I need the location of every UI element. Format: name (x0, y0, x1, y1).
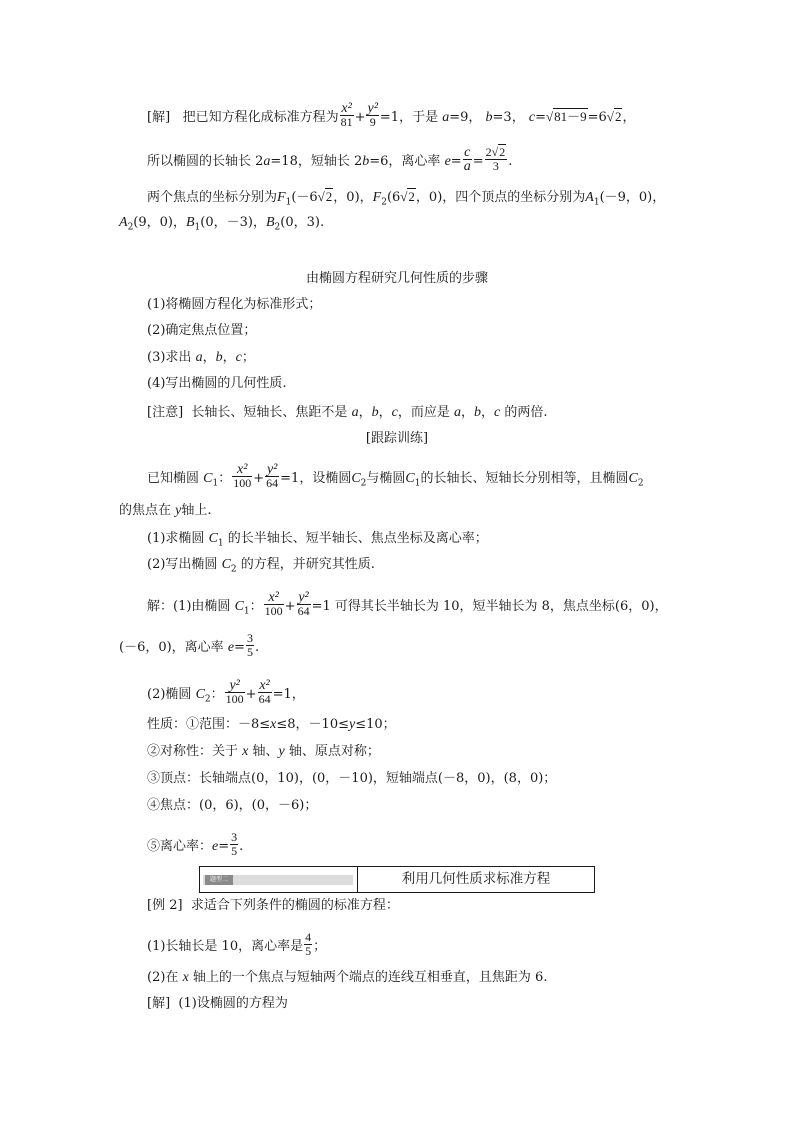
sqrt-2: √2 (606, 109, 622, 124)
property-range: 性质：①范围：－8≤x≤8，－10≤y≤10； (147, 717, 396, 732)
practice-sub-1: (1)求椭圆 $C_1$ 的长半轴长、短半轴长、焦点坐标及离心率； (147, 531, 488, 549)
property-vertices: ③顶点：长轴端点(0，10)，(0，－10)，短轴端点(－8，0)，(8，0)； (147, 771, 557, 786)
solution-line-2: 所以椭圆的长轴长 2a=18，短轴长 2b=6，离心率 e= $\frac{c}{a}$ = $\frac{2√2}{3}$ . (147, 145, 513, 174)
example-2-solution: [解] (1)设椭圆的方程为 (147, 996, 288, 1011)
method-step-1: (1)将椭圆方程化为标准形式； (147, 297, 322, 312)
practice-sub-2: (2)写出椭圆 $C_2$ 的方程，并研究其性质. (147, 557, 375, 575)
solution-line-1: [解] 把已知方程化成标准方程为 $\frac{\text{x²}}{81}$ + $\frac{\text{y²}}{9}$ =1，于是 a=9， b=3， c=√81－9=6√2， (147, 101, 636, 129)
text: 把已知方程化成标准方程为 (182, 110, 339, 125)
section-title: 利用几何性质求标准方程 (401, 871, 551, 887)
fraction-eccentricity: $\frac{2√2}{3}$ (485, 145, 506, 173)
property-foci: ④焦点：(0，6)，(0，－6)； (147, 798, 318, 813)
property-symmetry: ②对称性：关于 x 轴、y 轴、原点对称； (147, 744, 380, 759)
practice-answer-1: 解：(1)由椭圆 $C_1$： $\frac{\text{x²}}{100}$ + $\frac{\text{y²}}{64}$ =1 可得其长半轴长为 10，短半轴长为 8，焦点坐标(6，0)， (147, 590, 668, 618)
fraction-y2-9: $\frac{\text{y²}}{9}$ (367, 101, 378, 129)
fraction-c-a: $\frac{c}{a}$ (463, 145, 471, 174)
practice-answer-1b: (－6，0)，离心率 e= $\frac{3}{5}$ . (119, 631, 260, 659)
property-eccentricity: ⑤离心率：e= $\frac{3}{5}$ . (147, 830, 244, 858)
practice-question-2: 的焦点在 y轴上. (119, 503, 212, 518)
section-tag-bar (203, 875, 353, 885)
method-title: 由椭圆方程研究几何性质的步骤 (305, 271, 488, 286)
example-2-cond-1: (1)长轴长是 10，离心率是 $\frac{4}{5}$ ； (147, 930, 327, 958)
fraction-x2-81: $\frac{\text{x²}}{81}$ (340, 101, 353, 129)
solution-line-3: 两个焦点的坐标分别为$F_1(-6√2$，0)，$F_2(6√2$，0)，四个顶点的坐标分别为$A_1(-9$，0)， (147, 189, 666, 208)
example-2-line: [例 2] 求适合下列条件的椭圆的标准方程： (147, 898, 399, 913)
example-2-cond-2: (2)在 x 轴上的一个焦点与短轴两个端点的连线互相垂直，且焦距为 6. (147, 970, 548, 985)
solution-label: [解] (147, 110, 171, 125)
method-step-3: (3)求出 a，b，c； (147, 350, 255, 365)
practice-question-1: 已知椭圆 $C_1$： $\frac{\text{x²}}{100}$ + $\frac{\text{y²}}{64}$ =1，设椭圆$C_2$与椭圆$C_1$的长轴长、短轴长分别相等，且椭圆$C_2$ (147, 462, 644, 490)
solution-line-4: $A_2(9$，0)，$B_1(0$，－3)，$B_2(0$，3). (119, 215, 325, 233)
section-header-box (199, 866, 595, 893)
method-note: [注意] 长轴长、短轴长、焦距不是 a，b，c，而应是 a，b，c 的两倍. (147, 405, 548, 420)
method-step-4: (4)写出椭圆的几何性质. (147, 376, 287, 391)
practice-answer-2: (2)椭圆 $C_2$： $\frac{\text{y²}}{100}$ + $\frac{\text{x²}}{64}$ =1， (147, 678, 305, 706)
method-step-2: (2)确定焦点位置； (147, 323, 257, 338)
practice-title: [跟踪训练] (365, 431, 429, 446)
sqrt-81-9: √81－9 (545, 109, 587, 124)
section-tag: 题型二 (205, 875, 233, 885)
